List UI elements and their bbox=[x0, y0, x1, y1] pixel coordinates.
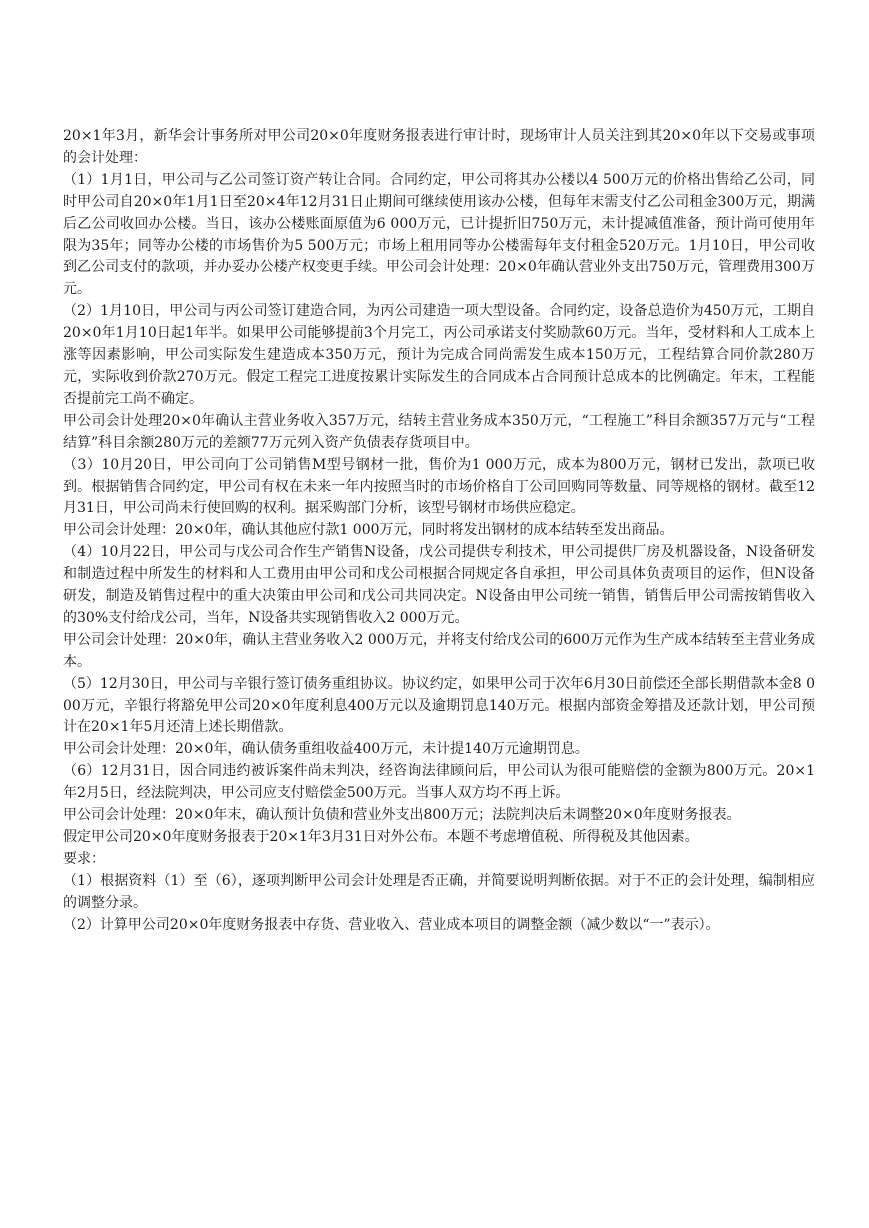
paragraph-1: （1）1月1日，甲公司与乙公司签订资产转让合同。合同约定，甲公司将其办公楼以4 500万元的价格出售给乙公司，同时甲公司自20×0年1月1日至20×4年12月31日止期间可继续使用该办公楼，但每年末需支付乙公司租金300万元，期满后乙公司收回办公楼。当日，该办公楼账面原值为6 000万元，已计提折旧750万元，未计提减值准备，预计尚可使用年限为35年；同等办公楼的市场售价为5 500万元；市场上租用同等办公楼需每年支付租金520万元。1月10日，甲公司收到乙公司支付的款项，并办妥办公楼产权变更手续。甲公司会计处理：20×0年确认营业外支出750万元，管理费用300万元。 bbox=[63, 171, 815, 298]
question-body bbox=[63, 170, 815, 937]
intro-paragraph: 20×1年3月，新华会计事务所对甲公司20×0年度财务报表进行审计时，现场审计人员关注到其20×0年以下交易或事项的会计处理： bbox=[63, 128, 815, 166]
paragraph-11: 甲公司会计处理：20×0年末，确认预计负债和营业外支出800万元；法院判决后未调整20×0年度财务报表。 bbox=[63, 807, 741, 824]
requirement-2: （2）计算甲公司20×0年度财务报表中存货、营业收入、营业成本项目的调整金额（减少数以“一”表示）。 bbox=[63, 916, 720, 933]
requirements-heading: 要求： bbox=[63, 850, 105, 867]
paragraph-8: （5）12月30日，甲公司与辛银行签订债务重组协议。协议约定，如果甲公司于次年6月30日前偿还全部长期借款本金8 000万元，辛银行将豁免甲公司20×0年度利息400万元以及逾期罚息140万元。根据内部资金筹措及还款计划，甲公司预计在20×1年5月还清上述长期借款。 bbox=[63, 675, 815, 736]
paragraph-7: 甲公司会计处理：20×0年，确认主营业务收入2 000万元，并将支付给戊公司的600万元作为生产成本结转至主营业务成本。 bbox=[63, 631, 815, 670]
paragraph-4: （3）10月20日，甲公司向丁公司销售M型号钢材一批，售价为1 000万元，成本为800万元，钢材已发出，款项已收到。根据销售合同约定，甲公司有权在未来一年内按照当时的市场价格自丁公司回购同等数量、同等规格的钢材。截至12月31日，甲公司尚未行使回购的权利。据采购部门分析，该型号钢材市场供应稳定。 bbox=[63, 456, 815, 517]
paragraph-6: （4）10月22日，甲公司与戊公司合作生产销售N设备，戊公司提供专利技术，甲公司提供厂房及机器设备，N设备研发和制造过程中所发生的材料和人工费用由甲公司和戊公司根据合同规定各自承担，甲公司具体负责项目的运作，但N设备研发，制造及销售过程中的重大决策由甲公司和戊公司共同决定。N设备由甲公司统一销售，销售后甲公司需按销售收入的30%支付给戊公司，当年，N设备共实现销售收入2 000万元。 bbox=[63, 544, 815, 626]
requirement-1: （1）根据资料（1）至（6），逐项判断甲公司会计处理是否正确，并简要说明判断依据。对于不正的会计处理，编制相应的调整分录。 bbox=[63, 872, 815, 911]
paragraph-3: 甲公司会计处理20×0年确认主营业务收入357万元，结转主营业务成本350万元，“工程施工”科目余额357万元与“工程结算”科目余额280万元的差额77万元列入资产负债表存货项目中。 bbox=[63, 412, 815, 451]
paragraph-9: 甲公司会计处理：20×0年，确认债务重组收益400万元，未计提140万元逾期罚息。 bbox=[63, 741, 589, 758]
paragraph-10: （6）12月31日，因合同违约被诉案件尚未判决，经咨询法律顾问后，甲公司认为很可能赔偿的金额为800万元。20×1年2月5日，经法院判决，甲公司应支付赔偿金500万元。当事人双方均不再上诉。 bbox=[63, 763, 815, 802]
paragraph-2: （2）1月10日，甲公司与丙公司签订建造合同，为丙公司建造一项大型设备。合同约定，设备总造价为450万元，工期自20×0年1月10日起1年半。如果甲公司能够提前3个月完工，丙公司承诺支付奖励款60万元。当年，受材料和人工成本上涨等因素影响，甲公司实际发生建造成本350万元，预计为完成合同尚需发生成本150万元，工程结算合同价款280万元，实际收到价款270万元。假定工程完工进度按累计实际发生的合同成本占合同预计总成本的比例确定。年末，工程能否提前完工尚不确定。 bbox=[63, 303, 815, 407]
paragraph-12: 假定甲公司20×0年度财务报表于20×1年3月31日对外公布。本题不考虑增值税、所得税及其他因素。 bbox=[63, 829, 699, 845]
paragraph-5: 甲公司会计处理：20×0年，确认其他应付款1 000万元，同时将发出钢材的成本结转至发出商品。 bbox=[63, 522, 674, 539]
